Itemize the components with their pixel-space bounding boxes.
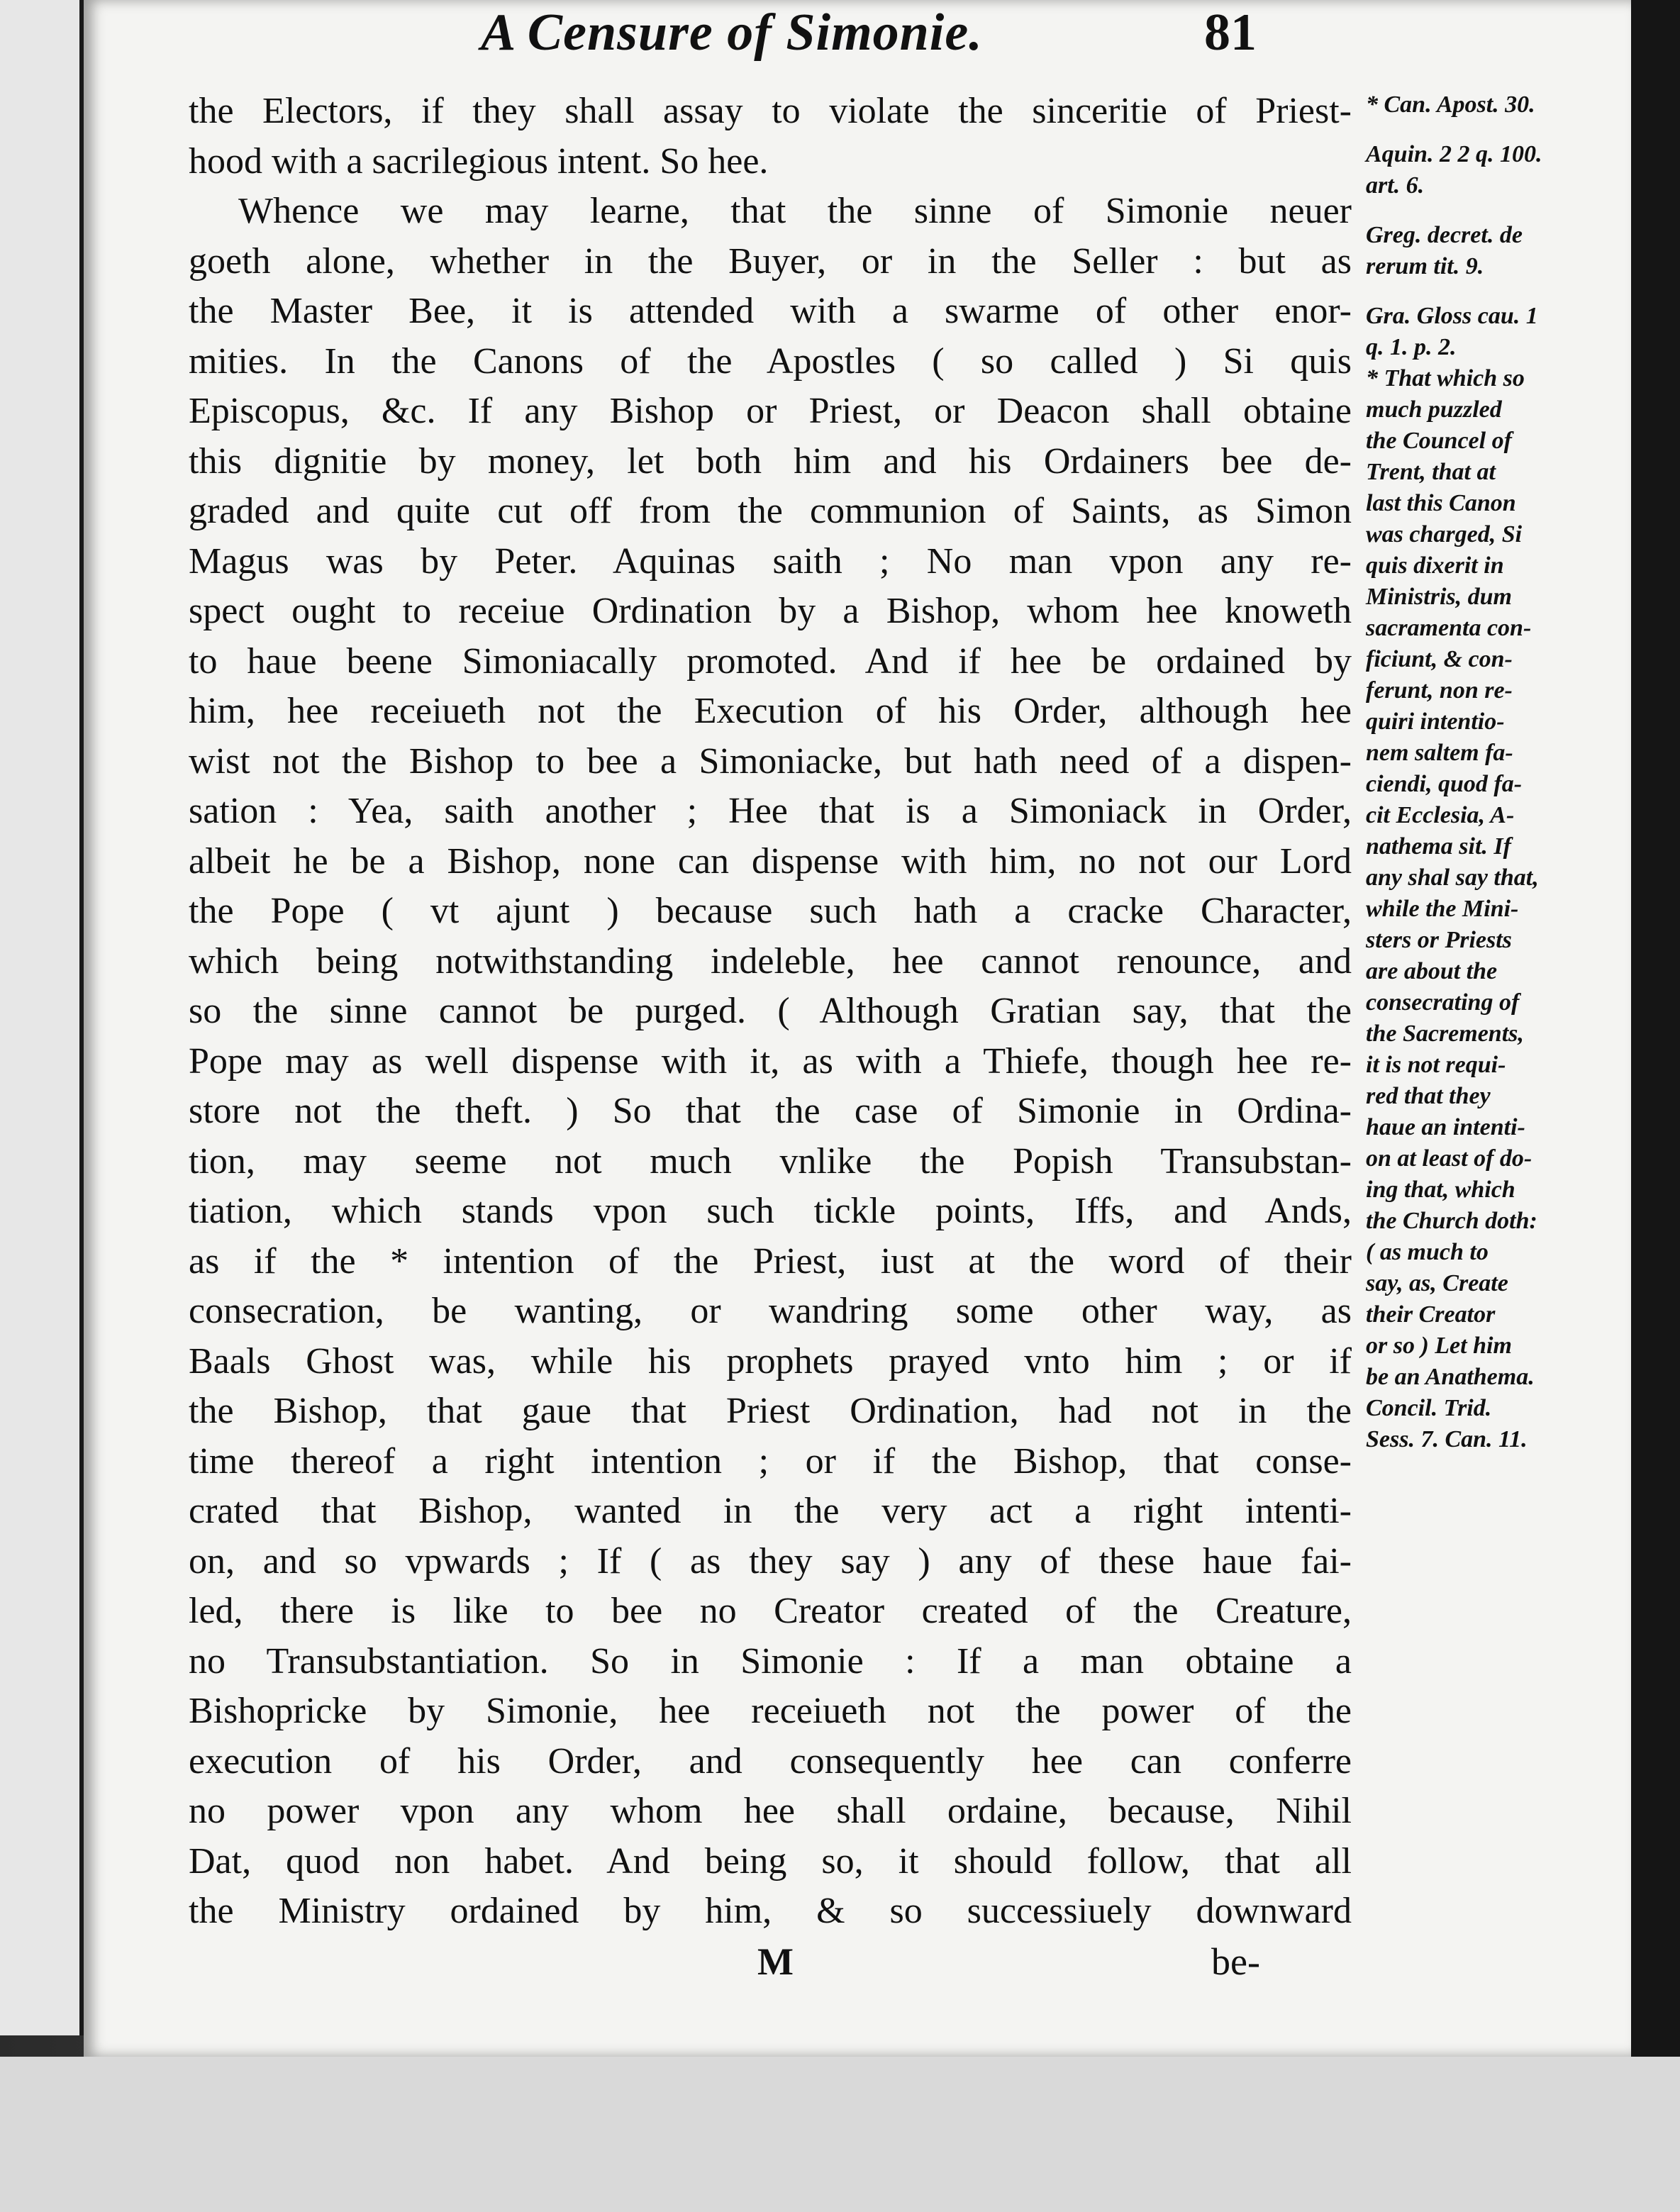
marginal-note-line: be an Anathema. [1366, 1364, 1535, 1390]
text-line: Dat, quod non habet. And being so, it should follow, that all [189, 1840, 1352, 1882]
marginal-note-line: sters or Priests [1366, 927, 1512, 953]
text-line: albeit he be a Bishop, none can dispense with him, no not our Lord [189, 840, 1352, 882]
page-header [84, 0, 1631, 85]
book-edge-shadow [1631, 0, 1680, 2057]
text-line: store not the theft. ) So that the case of Simonie in Ordina- [189, 1091, 1352, 1131]
main-text-column [189, 87, 1352, 1937]
text-line: tiation, which stands vpon such tickle points, Iffs, and Ands, [189, 1191, 1352, 1231]
previous-page-edge [0, 0, 84, 2035]
marginal-note-line: q. 1. p. 2. [1366, 334, 1457, 360]
text-line: graded and quite cut off from the communion of Saints, as Simon [189, 491, 1352, 531]
marginal-note-line: ciendi, quod fa- [1366, 771, 1523, 797]
text-line: him, hee receiueth not the Execution of his Order, although hee [189, 691, 1352, 731]
marginal-note-line: any shal say that, [1366, 865, 1539, 891]
marginal-note-line: art. 6. [1366, 172, 1425, 199]
marginal-note-line: Sess. 7. Can. 11. [1366, 1426, 1528, 1452]
marginal-note-line: haue an intenti- [1366, 1114, 1525, 1140]
marginal-note-line: are about the [1366, 958, 1498, 984]
marginal-note-line: ing that, which [1366, 1177, 1515, 1203]
marginal-note-line: last this Canon [1366, 490, 1516, 516]
marginal-note-line: while the Mini- [1366, 896, 1519, 922]
text-line: spect ought to receiue Ordination by a Bishop, whom hee knoweth [189, 591, 1352, 631]
signature-mark: M [757, 1940, 794, 1983]
text-line: the Pope ( vt ajunt ) because such hath a cracke Character, [189, 891, 1352, 931]
text-line: no Transubstantiation. So in Simonie : If a man obtaine a [189, 1640, 1352, 1682]
text-line: tion, may seeme not much vnlike the Popish Transubstan- [189, 1140, 1352, 1182]
marginal-note-line: ferunt, non re- [1366, 677, 1513, 704]
marginal-note-line: Gra. Gloss cau. 1 [1366, 303, 1538, 329]
marginal-note-line: much puzzled [1366, 396, 1502, 423]
text-line: Bishopricke by Simonie, hee receiueth not the power of the [189, 1691, 1352, 1731]
marginal-note-line: was charged, Si [1366, 521, 1523, 548]
marginal-note-line: the Sacrements, [1366, 1021, 1524, 1047]
marginal-note-line: Trent, that at [1366, 459, 1496, 485]
marginal-note-line: on at least of do- [1366, 1145, 1532, 1172]
marginal-note-line: their Creator [1366, 1301, 1496, 1328]
scan-bottom-margin [0, 2057, 1680, 2212]
text-line: the Electors, if they shall assay to violate the sinceritie of Priest- [189, 91, 1352, 131]
text-line: which being notwithstanding indeleble, hee cannot renounce, and [189, 940, 1352, 982]
marginal-note-line: * That which so [1366, 365, 1525, 391]
marginal-note-line: ficiunt, & con- [1366, 646, 1513, 672]
running-title: A Censure of Simonie. [481, 4, 983, 62]
text-line: so the sinne cannot be purged. ( Although Gratian say, that the [189, 991, 1352, 1031]
marginal-note-line: red that they [1366, 1083, 1491, 1109]
text-line: execution of his Order, and consequently hee can conferre [189, 1740, 1352, 1782]
marginal-note-line: it is not requi- [1366, 1052, 1506, 1078]
marginal-note-line: ( as much to [1366, 1239, 1489, 1265]
text-line: to haue beene Simoniacally promoted. And if hee be ordained by [189, 640, 1352, 682]
page-number: 81 [1204, 4, 1257, 62]
marginal-note-line: the Councel of [1366, 428, 1512, 454]
text-line: hood with a sacrilegious intent. So hee. [189, 140, 769, 182]
marginal-note-line: Aquin. 2 2 q. 100. [1366, 141, 1542, 167]
marginal-note-line: or so ) Let him [1366, 1333, 1512, 1359]
text-line: goeth alone, whether in the Buyer, or in the Seller : but as [189, 240, 1352, 282]
catchword: be- [1211, 1940, 1260, 1983]
text-line: time thereof a right intention ; or if the Bishop, that conse- [189, 1440, 1352, 1482]
marginal-note-line: say, as, Create [1366, 1270, 1508, 1296]
marginal-note-line: nathema sit. If [1366, 833, 1511, 860]
marginal-note-line: quis dixerit in [1366, 552, 1504, 579]
marginal-note-line: nem saltem fa- [1366, 740, 1513, 766]
note-gap [1366, 282, 1611, 301]
text-line: Episcopus, &c. If any Bishop or Priest, or Deacon shall obtaine [189, 391, 1352, 431]
marginal-notes [1366, 89, 1611, 1455]
text-line: Magus was by Peter. Aquinas saith ; No man vpon any re- [189, 540, 1352, 582]
marginal-note-line: quiri intentio- [1366, 708, 1505, 735]
text-line: as if the * intention of the Priest, iust at the word of their [189, 1240, 1352, 1282]
marginal-note-line: Greg. decret. de [1366, 222, 1523, 248]
marginal-note-line: sacramenta con- [1366, 615, 1532, 641]
marginal-note-line: cit Ecclesia, A- [1366, 802, 1515, 828]
text-line: sation : Yea, saith another ; Hee that is a Simoniack in Order, [189, 791, 1352, 831]
text-line: on, and so vpwards ; If ( as they say ) any of these haue fai- [189, 1540, 1352, 1582]
note-gap [1366, 201, 1611, 220]
marginal-note-line: consecrating of [1366, 989, 1520, 1016]
text-line: Pope may as well dispense with it, as with a Thiefe, though hee re- [189, 1040, 1352, 1082]
text-line: consecration, be wanting, or wandring some other way, as [189, 1291, 1352, 1331]
text-line: Baals Ghost was, while his prophets prayed vnto him ; or if [189, 1340, 1352, 1382]
text-line: crated that Bishop, wanted in the very act a right intenti- [189, 1491, 1352, 1531]
text-line: the Master Bee, it is attended with a swarme of other enor- [189, 291, 1352, 331]
text-line: the Ministry ordained by him, & so successiuely downward [189, 1891, 1352, 1931]
note-gap [1366, 121, 1611, 139]
text-line: this dignitie by money, let both him and his Ordainers bee de- [189, 440, 1352, 482]
marginal-note-line: * Can. Apost. 30. [1366, 91, 1535, 118]
text-line: wist not the Bishop to bee a Simoniacke, but hath need of a dispen- [189, 740, 1352, 782]
text-line: led, there is like to bee no Creator created of the Creature, [189, 1591, 1352, 1631]
text-line: no power vpon any whom hee shall ordaine, because, Nihil [189, 1791, 1352, 1831]
text-line: Whence we may learne, that the sinne of Simonie neuer [238, 191, 1352, 231]
marginal-note-line: Ministris, dum [1366, 584, 1512, 610]
book-page [84, 0, 1631, 2057]
text-line: mities. In the Canons of the Apostles ( so called ) Si quis [189, 340, 1352, 382]
marginal-note-line: Concil. Trid. [1366, 1395, 1492, 1421]
marginal-note-line: the Church doth: [1366, 1208, 1537, 1234]
text-line: the Bishop, that gaue that Priest Ordination, had not in the [189, 1391, 1352, 1431]
marginal-note-line: rerum tit. 9. [1366, 253, 1484, 279]
